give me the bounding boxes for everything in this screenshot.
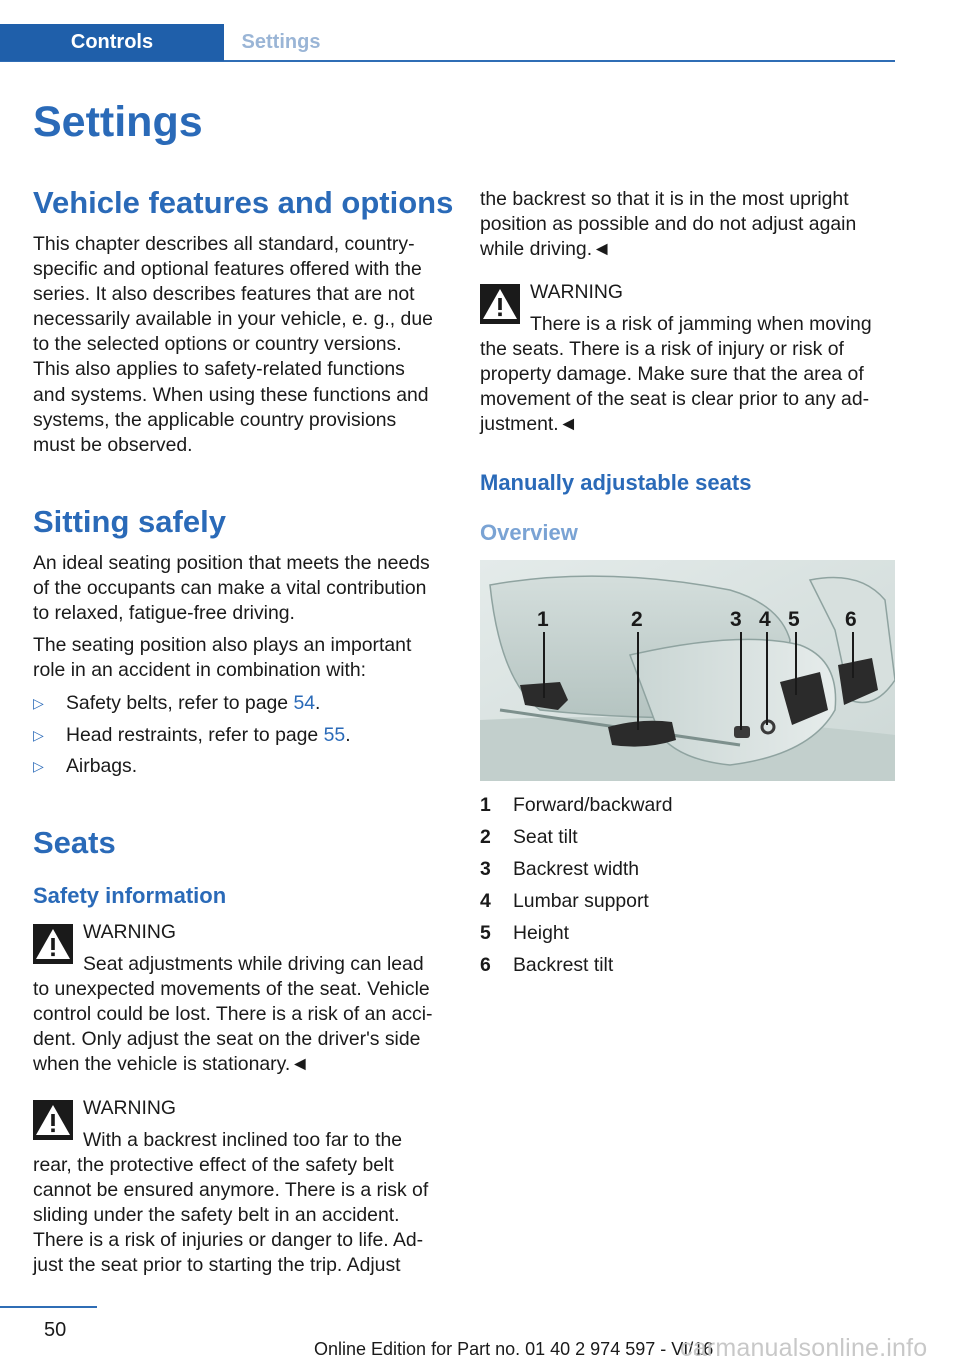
list-item: [33, 723, 443, 755]
text-line: The seating position also plays an important: [33, 634, 412, 656]
warning-body: [480, 337, 895, 437]
header-tab-bar: [0, 24, 895, 62]
text-line: the seats. There is a risk of injury or risk of: [480, 338, 844, 360]
legend-label: Lumbar support: [513, 890, 649, 912]
legend-item: [480, 857, 895, 889]
warning-backrest-incline: [33, 1097, 443, 1285]
triangle-bullet-icon: ▷: [33, 695, 44, 711]
text-line: dent. Only adjust the seat on the driver's side: [33, 1028, 421, 1051]
figure-legend: [480, 793, 895, 985]
warning-jamming: [480, 281, 895, 444]
text-line: when the vehicle is stationary.◄: [33, 1053, 310, 1076]
list-item: [33, 691, 443, 723]
text-line: rear, the protective effect of the safety belt: [33, 1154, 394, 1176]
warning-first-line: There is a risk of jamming when moving: [530, 313, 872, 335]
sitting-safely-para1: [33, 551, 430, 626]
legend-label: Seat tilt: [513, 826, 578, 848]
legend-item: [480, 921, 895, 953]
warning-seat-adjustment: [33, 921, 443, 1084]
list-item: [33, 754, 443, 786]
watermark-logo: carmanualsonline.info: [680, 1334, 928, 1362]
text-line: specific and optional features offered with the: [33, 258, 422, 281]
heading-manual-seats: Manually adjustable seats: [480, 470, 752, 495]
text-line: systems, the applicable country provisions: [33, 408, 397, 431]
text-line: must be observed.: [33, 433, 193, 456]
legend-number: 2: [480, 826, 491, 848]
text-line: control could be lost. There is a risk of an acci-: [33, 1003, 433, 1026]
callout-5: 5: [788, 608, 800, 631]
warning-first-line: With a backrest inclined too far to the: [83, 1129, 403, 1151]
footer-divider: [0, 1306, 97, 1308]
heading-sitting-safely: Sitting safely: [33, 504, 226, 539]
triangle-bullet-icon: ▷: [33, 758, 44, 774]
sitting-safely-para2: [33, 633, 411, 683]
callout-3: 3: [730, 608, 742, 631]
seat-controls-illustration: [480, 560, 895, 781]
tab-settings[interactable]: Settings: [241, 31, 321, 53]
tab-controls[interactable]: Controls: [0, 24, 224, 61]
legend-label: Height: [513, 922, 570, 944]
bullet-end: .: [315, 692, 321, 714]
text-line: role in an accident in combination with:: [33, 659, 367, 682]
text-line: of the occupants can make a vital contribution: [33, 577, 427, 600]
warning-title: WARNING: [530, 281, 623, 303]
legend-number: 6: [480, 954, 491, 976]
page-link-54[interactable]: 54: [293, 692, 316, 714]
heading-vehicle-features: Vehicle features and options: [33, 185, 454, 220]
text-line: This also applies to safety-related functions: [33, 358, 405, 381]
legend-item: [480, 889, 895, 921]
text-line: cannot be ensured anymore. There is a risk of: [33, 1179, 429, 1202]
legend-label: Backrest width: [513, 858, 640, 880]
vehicle-features-text: [33, 232, 433, 458]
text-line: series. It also describes features that are not: [33, 283, 415, 306]
warning-title: WARNING: [83, 921, 176, 943]
bullet-end: .: [345, 723, 351, 746]
legend-number: 4: [480, 890, 491, 912]
callout-2: 2: [631, 608, 643, 631]
text-line: the backrest so that it is in the most upright: [480, 188, 849, 210]
callout-1: 1: [537, 608, 549, 631]
legend-number: 1: [480, 794, 491, 816]
text-line: justment.◄: [480, 413, 578, 436]
text-line: while driving.◄: [480, 238, 612, 261]
page-title: Settings: [33, 98, 203, 146]
legend-item: [480, 953, 895, 985]
warning-triangle-icon: [33, 1100, 73, 1140]
callout-4: 4: [759, 608, 771, 631]
text-line: to the selected options or country versions.: [33, 333, 402, 356]
text-line: This chapter describes all standard, country-: [33, 233, 415, 255]
bullet-text: Safety belts, refer to page: [66, 692, 294, 714]
warning-body: [33, 1153, 443, 1278]
warning-title: WARNING: [83, 1097, 176, 1119]
heading-safety-information: Safety information: [33, 883, 227, 908]
text-line: An ideal seating position that meets the needs: [33, 552, 430, 574]
heading-seats: Seats: [33, 825, 116, 860]
legend-number: 5: [480, 922, 491, 944]
backrest-continued-text: [480, 187, 856, 262]
bullet-list: [33, 691, 443, 786]
callout-6: 6: [845, 608, 857, 631]
text-line: to relaxed, fatigue-free driving.: [33, 602, 295, 625]
warning-first-line: Seat adjustments while driving can lead: [83, 953, 424, 975]
warning-triangle-icon: [33, 924, 73, 964]
triangle-bullet-icon: ▷: [33, 726, 44, 743]
text-line: position as possible and do not adjust again: [480, 213, 857, 236]
warning-triangle-icon: [480, 284, 520, 324]
text-line: and systems. When using these functions and: [33, 383, 429, 406]
bullet-text: Airbags.: [66, 755, 138, 777]
legend-label: Forward/backward: [513, 794, 673, 816]
legend-item: [480, 793, 895, 825]
text-line: just the seat prior to starting the trip. Adjust: [33, 1254, 401, 1277]
seat-illustration-svg: [480, 560, 895, 781]
text-line: sliding under the safety belt in an accident.: [33, 1204, 400, 1227]
page-number: 50: [44, 1319, 67, 1341]
warning-body: [33, 977, 443, 1077]
text-line: There is a risk of injuries or danger to life. Ad-: [33, 1229, 424, 1252]
legend-item: [480, 825, 895, 857]
text-line: property damage. Make sure that the area of: [480, 363, 864, 386]
text-line: necessarily available in your vehicle, e. g., due: [33, 308, 433, 331]
bullet-text: Head restraints, refer to page: [66, 723, 324, 746]
legend-label: Backrest tilt: [513, 954, 614, 976]
text-line: movement of the seat is clear prior to any ad-: [480, 388, 870, 411]
heading-overview: Overview: [480, 520, 578, 545]
page-link-55[interactable]: 55: [323, 723, 346, 746]
text-line: to unexpected movements of the seat. Vehicle: [33, 978, 430, 1000]
legend-number: 3: [480, 858, 491, 880]
edition-text: Online Edition for Part no. 01 40 2 974 597 - VI/16: [314, 1339, 714, 1359]
